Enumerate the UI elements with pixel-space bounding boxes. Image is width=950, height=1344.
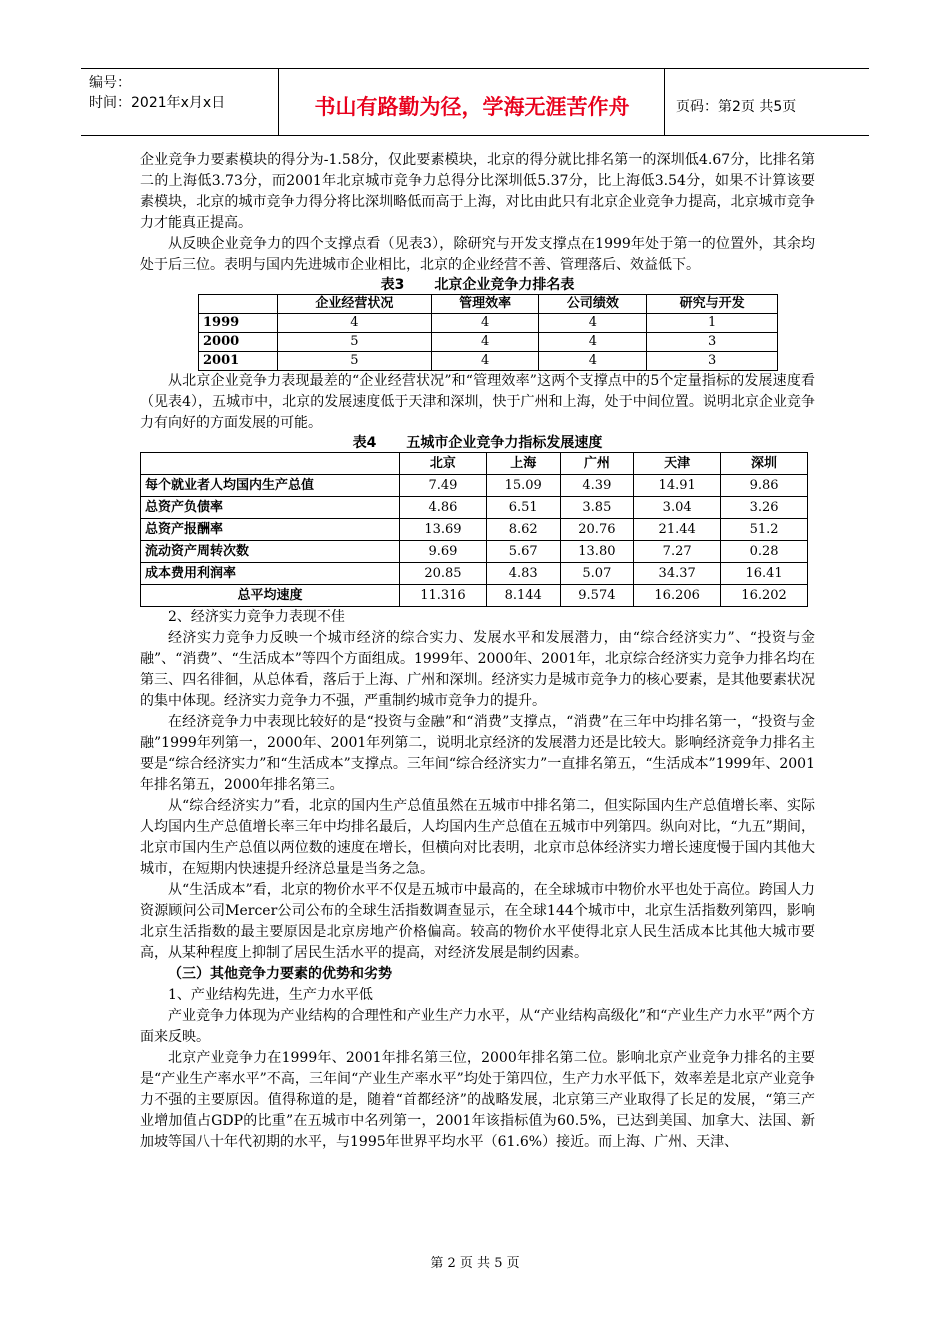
table-header-cell: 管理效率 [431, 295, 539, 314]
table-cell: 7.27 [634, 541, 721, 563]
document-body [140, 150, 815, 1153]
row-label: 总平均速度 [141, 585, 400, 607]
table-cell: 9.86 [721, 475, 808, 497]
table-cell: 1999 [199, 314, 278, 333]
table-cell: 34.37 [634, 563, 721, 585]
table-cell: 3.26 [721, 497, 808, 519]
table-row [199, 352, 778, 371]
table-cell: 4.86 [400, 497, 487, 519]
page-footer: 第 2 页 共 5 页 [430, 1256, 520, 1271]
table4-caption [140, 434, 815, 452]
table-cell: 11.316 [400, 585, 487, 607]
table-cell: 0.28 [721, 541, 808, 563]
table-cell: 16.206 [634, 585, 721, 607]
table-cell: 8.144 [486, 585, 560, 607]
table-cell: 2001 [199, 352, 278, 371]
paragraph: 从反映企业竞争力的四个支撑点看（见表3），除研究与开发支撑点在1999年处于第一的位置外，其余均处于后三位。表明与国内先进城市企业相比，北京的企业经营不善、管理落后、效益低下。 [140, 236, 815, 273]
page-header [81, 68, 869, 136]
table-cell: 4.39 [560, 475, 634, 497]
table-header-cell: 上海 [486, 453, 560, 475]
table-cell: 5 [278, 333, 432, 352]
section-heading: 2、经济实力竞争力表现不佳 [168, 609, 345, 625]
table-cell: 15.09 [486, 475, 560, 497]
table-total-row [141, 585, 808, 607]
table-cell: 3.04 [634, 497, 721, 519]
section-heading: （三）其他竞争力要素的优势和劣势 [168, 966, 392, 982]
table-cell: 16.202 [721, 585, 808, 607]
table-cell: 16.41 [721, 563, 808, 585]
table-cell: 5 [278, 352, 432, 371]
table-cell: 21.44 [634, 519, 721, 541]
paragraph: 经济实力竞争力反映一个城市经济的综合实力、发展水平和发展潜力，由“综合经济实力”、“投资与金融”、“消费”、“生活成本”等四个方面组成。1999年、2000年、2001年，北京综合经济实力竞争力排名均在第三、四名徘徊，从总体看，落后于上海、广州和深圳。经济实力是城市竞争力的核心要素，是其他要素状况的集中体现。经济实力竞争力不强，严重制约城市竞争力的提升。 [140, 630, 815, 709]
table-row [141, 541, 808, 563]
table-row [199, 333, 778, 352]
table-header-row [199, 295, 778, 314]
table-cell: 3 [647, 352, 778, 371]
table-header-cell: 深圳 [721, 453, 808, 475]
row-label: 成本费用利润率 [141, 563, 400, 585]
row-label: 流动资产周转次数 [141, 541, 400, 563]
table-header-cell: 企业经营状况 [278, 295, 432, 314]
table-cell: 3.85 [560, 497, 634, 519]
table4-title: 五城市企业竞争力指标发展速度 [406, 435, 603, 451]
table-row [141, 475, 808, 497]
time-label: 时间：2021年x月x日 [89, 95, 226, 111]
table-header-cell: 公司绩效 [539, 295, 647, 314]
table-cell: 3 [647, 333, 778, 352]
table-cell: 5.07 [560, 563, 634, 585]
table-cell: 20.76 [560, 519, 634, 541]
paragraph: 从北京企业竞争力表现最差的“企业经营状况”和“管理效率”这两个支撑点中的5个定量指标的发展速度看（见表4），五城市中，北京的发展速度低于天津和深圳，快于广州和上海，处于中间位置。说明北京企业竞争力有向好的方面发展的可能。 [140, 373, 815, 431]
table-cell: 7.49 [400, 475, 487, 497]
table3 [198, 294, 778, 371]
table-cell: 4 [431, 314, 539, 333]
table-cell: 51.2 [721, 519, 808, 541]
table-cell: 9.69 [400, 541, 487, 563]
paragraph: 在经济竞争力中表现比较好的是“投资与金融”和“消费”支撑点，“消费”在三年中均排名第一，“投资与金融”1999年列第一，2000年、2001年列第二，说明北京经济的发展潜力还是比较大。影响经济竞争力排名主要是“综合经济实力”和“生活成本”支撑点。三年间“综合经济实力”一直排名第五，“生活成本”1999年、2001年排名第五，2000年排名第三。 [140, 714, 815, 793]
table-cell: 20.85 [400, 563, 487, 585]
table-cell: 4 [539, 352, 647, 371]
paragraph: 北京产业竞争力在1999年、2001年排名第三位，2000年排名第二位。影响北京产业竞争力排名的主要是“产业生产率水平”不高，三年间“产业生产率水平”均处于第四位，生产力水平低下，效率差是北京产业竞争力不强的主要原因。值得称道的是，随着“首都经济”的战略发展，北京第三产业取得了长足的发展，“第三产业增加值占GDP的比重”在五城市中名列第一，2001年该指标值为60.5%，已达到美国、加拿大、法国、新加坡等国八十年代初期的水平，与1995年世界平均水平（61.6%）接近。而上海、广州、天津、 [140, 1050, 815, 1150]
table-cell: 4.83 [486, 563, 560, 585]
table3-caption [140, 276, 815, 294]
table-row [141, 497, 808, 519]
table-header-cell: 研究与开发 [647, 295, 778, 314]
number-label: 编号： [89, 75, 131, 91]
table-cell: 13.69 [400, 519, 487, 541]
header-page-info: 页码：第2页 共5页 [676, 99, 797, 115]
table-cell: 4 [431, 333, 539, 352]
table-cell: 4 [278, 314, 432, 333]
paragraph: 从“综合经济实力”看，北京的国内生产总值虽然在五城市中排名第二，但实际国内生产总值增长率、实际人均国内生产总值增长率三年中均排名最后，人均国内生产总值在五城市中列第四。纵向对比，“九五”期间，北京市国内生产总值以两位数的速度在增长，但横向对比表明，北京市总体经济实力增长速度慢于国内其他大城市，在短期内快速提升经济总量是当务之急。 [140, 798, 815, 877]
table-row [199, 314, 778, 333]
table-header-row [141, 453, 808, 475]
row-label: 每个就业者人均国内生产总值 [141, 475, 400, 497]
table-cell: 8.62 [486, 519, 560, 541]
paragraph: 产业竞争力体现为产业结构的合理性和产业生产力水平，从“产业结构高级化”和“产业生产力水平”两个方面来反映。 [140, 1008, 815, 1045]
paragraph: 企业竞争力要素模块的得分为-1.58分，仅此要素模块，北京的得分就比排名第一的深圳低4.67分，比排名第二的上海低3.73分，而2001年北京城市竞争力总得分比深圳低5.37分，比上海低3.54分，如果不计算该要素模块，北京的城市竞争力得分将比深圳略低而高于上海，对比由此只有北京企业竞争力提高，北京城市竞争力才能真正提高。 [140, 152, 815, 231]
table-header-cell: 北京 [400, 453, 487, 475]
row-label: 总资产报酬率 [141, 519, 400, 541]
table-cell: 13.80 [560, 541, 634, 563]
table3-title: 北京企业竞争力排名表 [434, 277, 575, 293]
header-motto: 书山有路勤为径，学海无涯苦作舟 [280, 69, 665, 135]
section-heading: 1、产业结构先进，生产力水平低 [168, 987, 373, 1003]
row-label: 总资产负债率 [141, 497, 400, 519]
table-cell: 6.51 [486, 497, 560, 519]
table-header-cell [141, 453, 400, 475]
table-cell: 14.91 [634, 475, 721, 497]
table-row [141, 519, 808, 541]
table-cell: 2000 [199, 333, 278, 352]
table-cell: 4 [539, 314, 647, 333]
table4-number: 表4 [352, 435, 377, 451]
table-cell: 5.67 [486, 541, 560, 563]
table-header-cell: 广州 [560, 453, 634, 475]
table-row [141, 563, 808, 585]
table-header-cell: 天津 [634, 453, 721, 475]
paragraph: 从“生活成本”看，北京的物价水平不仅是五城市中最高的，在全球城市中物价水平也处于高位。跨国人力资源顾问公司Mercer公司公布的全球生活指数调查显示，在全球144个城市中，北京生活指数列第四，影响北京生活指数的最主要原因是北京房地产价格偏高。较高的物价水平使得北京人民生活成本比其他大城市要高，从某种程度上抑制了居民生活水平的提高，对经济发展是制约因素。 [140, 882, 815, 961]
table4 [140, 452, 808, 607]
table-cell: 4 [431, 352, 539, 371]
header-meta [81, 69, 279, 135]
table-cell: 1 [647, 314, 778, 333]
table-cell: 4 [539, 333, 647, 352]
table-header-cell [199, 295, 278, 314]
table3-number: 表3 [380, 277, 405, 293]
table-cell: 9.574 [560, 585, 634, 607]
